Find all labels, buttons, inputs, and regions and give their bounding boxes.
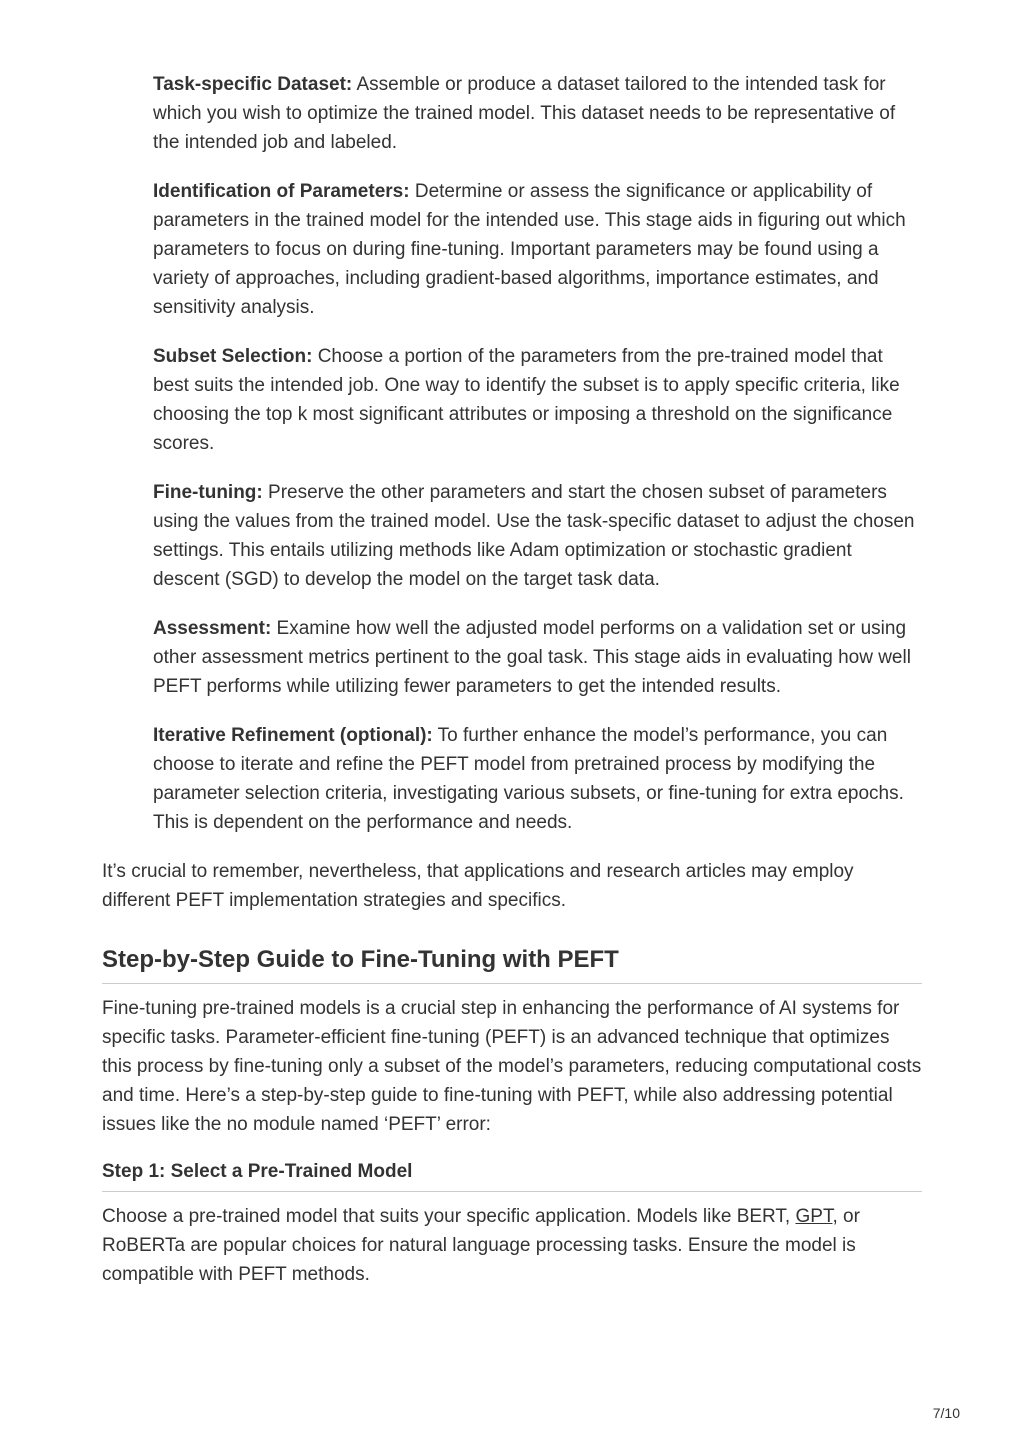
section-heading: Step-by-Step Guide to Fine-Tuning with PEFT bbox=[102, 945, 922, 984]
item-label: Assessment: bbox=[153, 618, 272, 639]
closing-paragraph: It’s crucial to remember, nevertheless, that applications and research articles may employ different PEFT implementation strategies and specifics. bbox=[102, 861, 854, 911]
item-text: Determine or assess the significance or applicability of parameters in the trained model for the intended use. This stage aids in figuring out which parameters to focus on during fine-tuning. Important parameters may be found using a variety of approaches, including gradient-based algorithms, importance estimates, and sensitivity analysis. bbox=[153, 181, 906, 318]
section-intro-paragraph: Fine-tuning pre-trained models is a crucial step in enhancing the performance of AI systems for specific tasks. Parameter-efficient fine-tuning (PEFT) is an advanced technique that optimizes this process by fine-tuning only a subset of the model’s parameters, reducing computational costs and time. Here’s a step-by-step guide to fine-tuning with PEFT, while also addressing potential issues like the no module named ‘PEFT’ error: bbox=[102, 998, 922, 1135]
item-label: Task-specific Dataset: bbox=[153, 74, 353, 95]
list-item-fine-tuning bbox=[153, 478, 922, 594]
document-body bbox=[102, 70, 922, 1309]
gpt-link[interactable]: GPT bbox=[795, 1206, 833, 1227]
list-item-iterative-refinement bbox=[153, 721, 922, 837]
list-item-identification-of-parameters bbox=[153, 177, 922, 322]
item-label: Subset Selection: bbox=[153, 346, 313, 367]
item-text: Preserve the other parameters and start the chosen subset of parameters using the values from the trained model. Use the task-specific dataset to adjust the chosen settings. This entails utilizing methods like Adam optimization or stochastic gradient descent (SGD) to develop the model on the target task data. bbox=[153, 482, 915, 590]
list-item-task-specific-dataset bbox=[153, 70, 922, 157]
list-item-subset-selection bbox=[153, 342, 922, 458]
list-item-assessment bbox=[153, 614, 922, 701]
step-1-paragraph bbox=[102, 1202, 922, 1289]
item-text: Assemble or produce a dataset tailored to the intended task for which you wish to optimize the trained model. This dataset needs to be representative of the intended job and labeled. bbox=[153, 74, 896, 153]
item-label: Iterative Refinement (optional): bbox=[153, 725, 433, 746]
item-text: Choose a portion of the parameters from the pre-trained model that best suits the intended job. One way to identify the subset is to apply specific criteria, like choosing the top k most significant attributes or imposing a threshold on the significance scores. bbox=[153, 346, 900, 454]
item-text: To further enhance the model’s performance, you can choose to iterate and refine the PEFT model from pretrained process by modifying the parameter selection criteria, investigating various subsets, or fine-tuning for extra epochs. This is dependent on the performance and needs. bbox=[153, 725, 904, 833]
step-1-text-before: Choose a pre-trained model that suits your specific application. Models like BERT, bbox=[102, 1206, 796, 1227]
step-1-heading: Step 1: Select a Pre-Trained Model bbox=[102, 1159, 922, 1192]
page-number: 7/10 bbox=[932, 1405, 960, 1421]
item-label: Identification of Parameters: bbox=[153, 181, 410, 202]
item-label: Fine-tuning: bbox=[153, 482, 263, 503]
step-1-text-after: , or RoBERTa are popular choices for natural language processing tasks. Ensure the model is compatible with PEFT methods. bbox=[102, 1206, 860, 1285]
item-text: Examine how well the adjusted model performs on a validation set or using other assessment metrics pertinent to the goal task. This stage aids in evaluating how well PEFT performs while utilizing fewer parameters to get the intended results. bbox=[153, 618, 911, 697]
